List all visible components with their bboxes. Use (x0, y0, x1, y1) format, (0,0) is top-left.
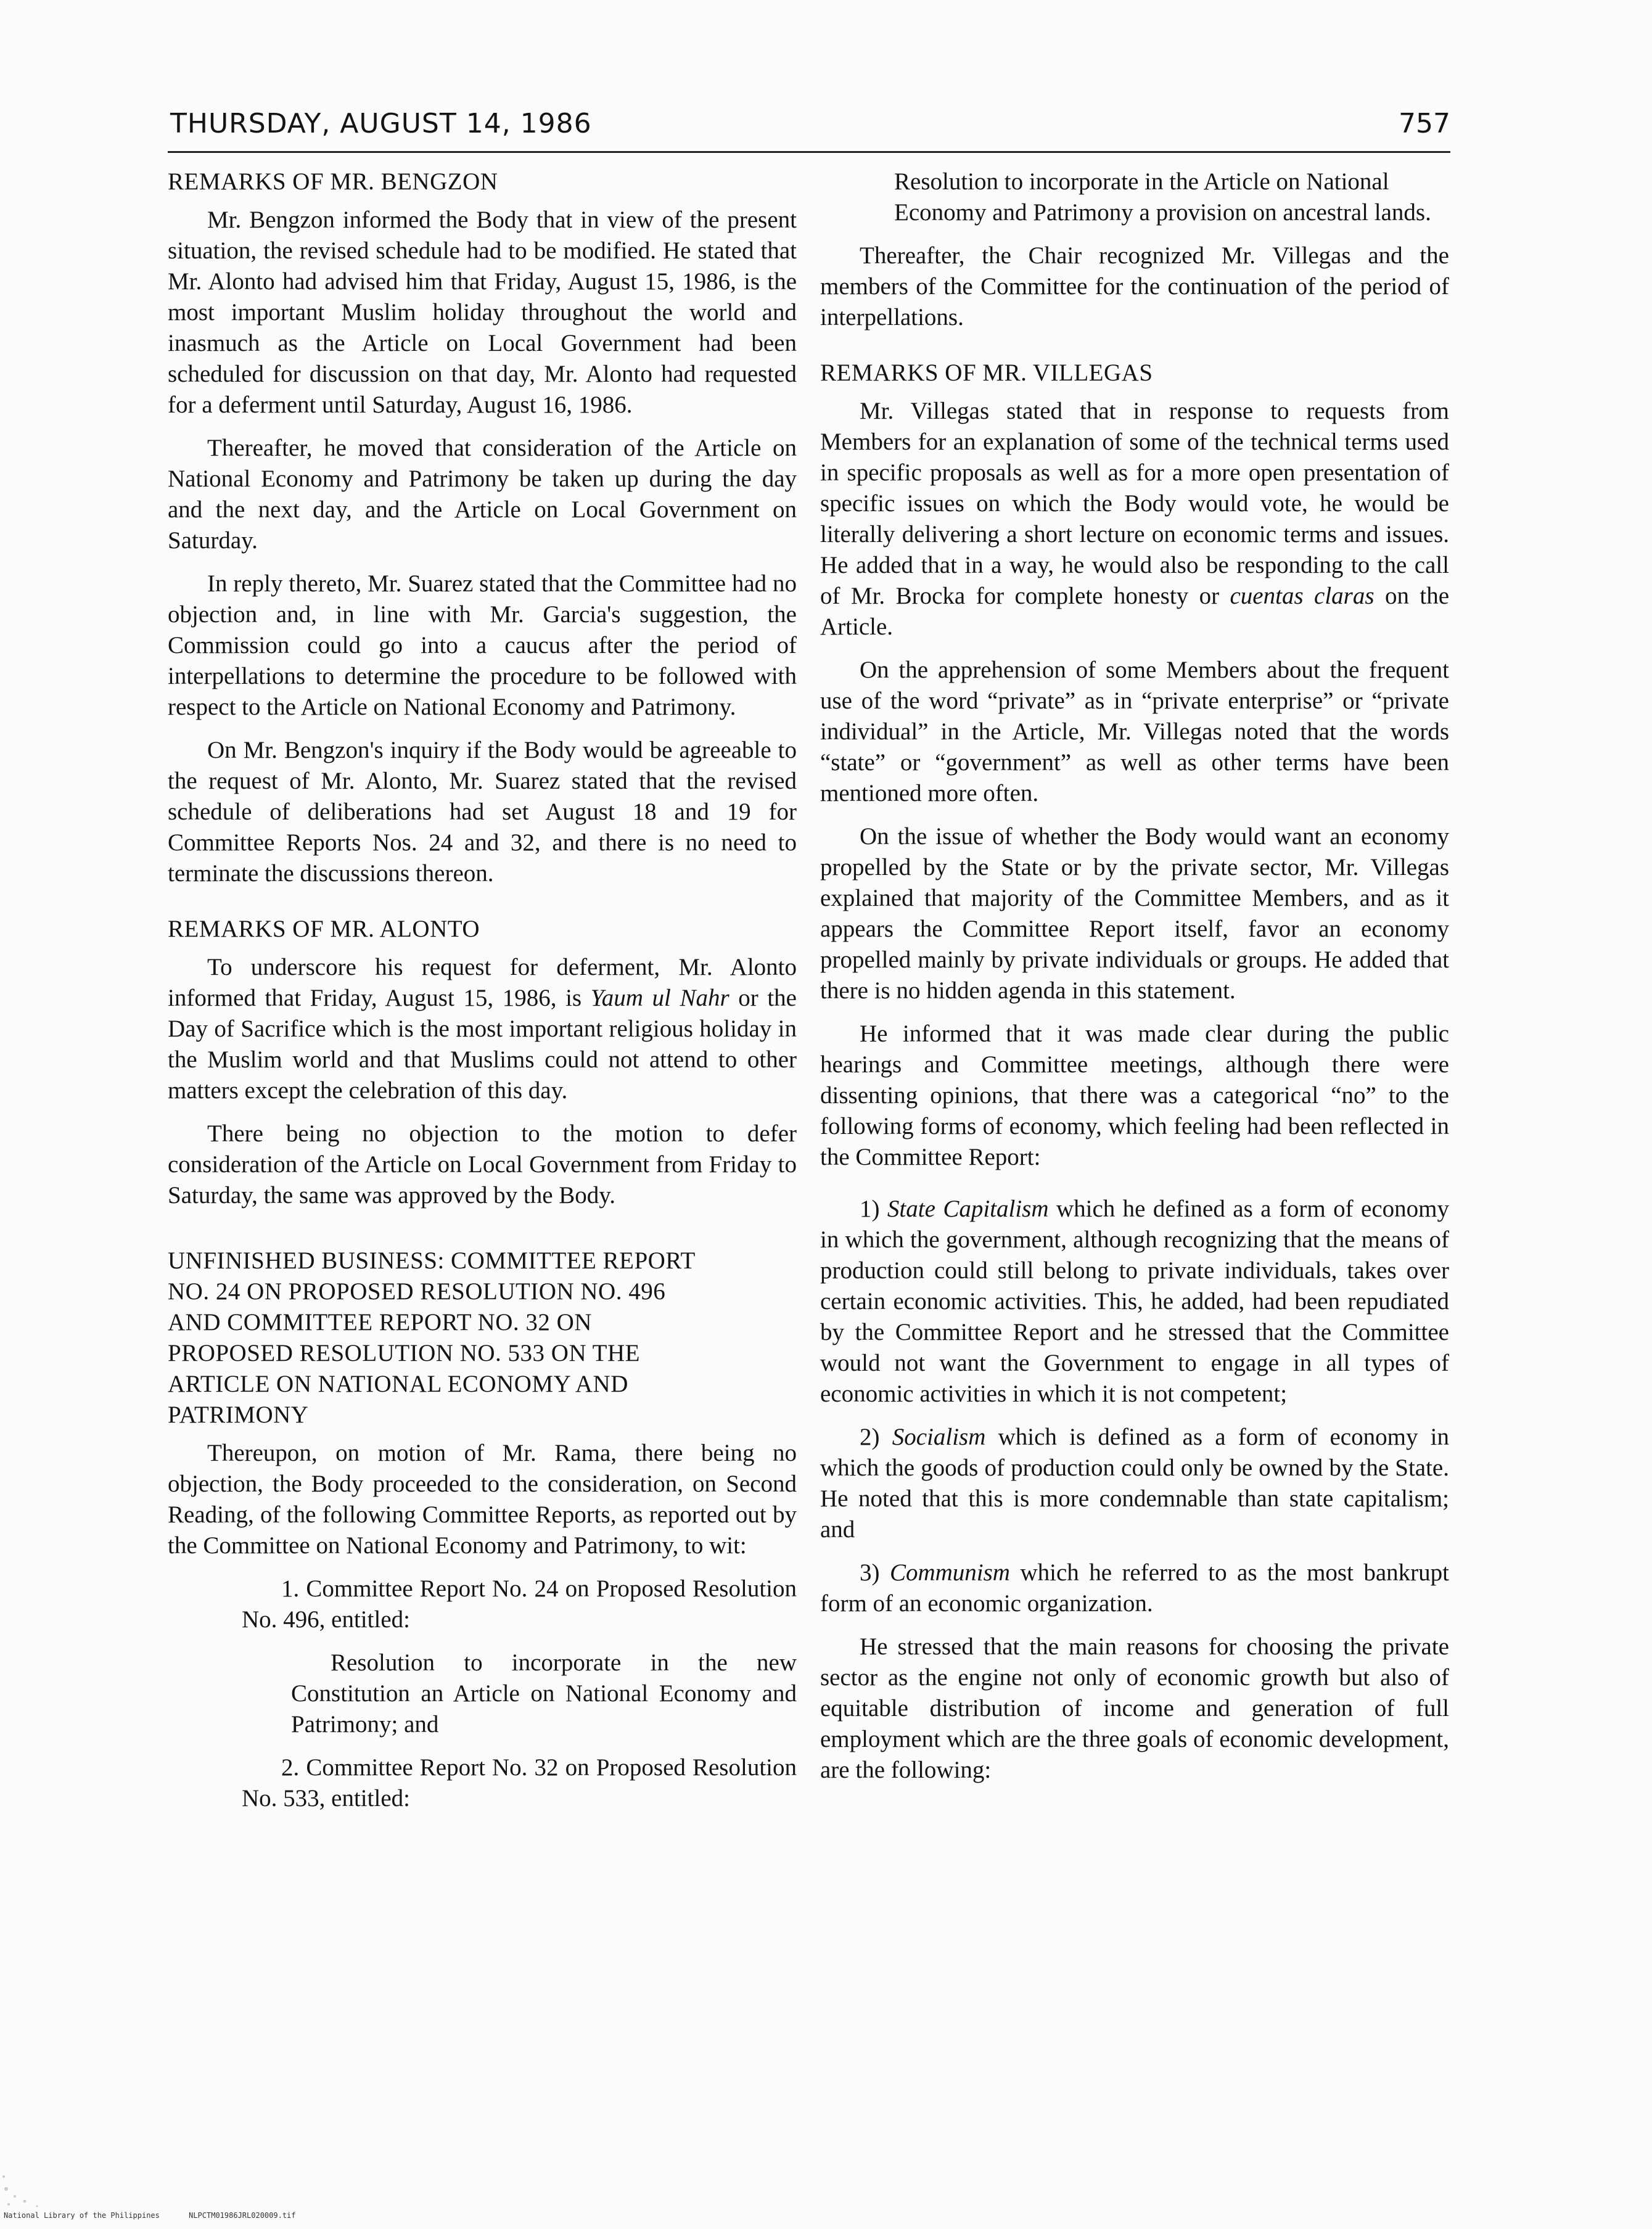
heading-line: PATRIMONY (168, 1402, 309, 1428)
item-number: 2) (860, 1424, 880, 1450)
section-heading-unfinished-business (168, 1246, 797, 1431)
footer-file: NLPCTM01986JRL020009.tif (189, 2211, 296, 2220)
italic-term: Yaum ul Nahr (590, 985, 729, 1011)
economy-form-item (820, 1558, 1449, 1619)
paragraph: Mr. Bengzon informed the Body that in view of the present situation, the revised schedule had to be modified. He stated that Mr. Alonto had advised him that Friday, August 15, 1986, is the most important Muslim holiday throughout the world and inasmuch as the Article on Local Government had been scheduled for discussion on that day, Mr. Alonto had requested for a deferment until Saturday, August 16, 1986. (168, 207, 797, 418)
paragraph: He stressed that the main reasons for choosing the private sector as the engine not only of economic growth but also of equitable distribution of income and generation of full employment which are the three goals of economic development, are the following: (820, 1633, 1449, 1783)
paragraph: Thereafter, he moved that consideration of the Article on National Economy and Patrimony be taken up during the day and the next day, and the Article on Local Government on Saturday. (168, 435, 797, 554)
text-run: Mr. Villegas stated that in response to requests from Members for an explanation of some of the technical terms used in specific proposals as well as for a more open presentation of specific issues on which the Body would vote, he would be literally delivering a short lecture on economic terms and issues. He added that in a way, he would also be responding to the call of Mr. Brocka for complete honesty or (820, 398, 1449, 609)
item-number: 3) (860, 1559, 880, 1586)
section-heading-bengzon: REMARKS OF MR. BENGZON (168, 168, 498, 195)
paragraph: On the apprehension of some Members about the frequent use of the word “private” as in “private enterprise” or “private individual” in the Article, Mr. Villegas noted that the words “state” or “government” as well as other terms have been mentioned more often. (820, 657, 1449, 807)
header-date: THURSDAY, AUGUST 14, 1986 (170, 108, 592, 139)
page-header (168, 108, 1450, 153)
paragraph: On the issue of whether the Body would want an economy propelled by the State or by the private sector, Mr. Villegas explained that majority of the Committee Members, and as it appears the Committee Report itself, favor an economy propelled mainly by private individuals or groups. He added that there is no hidden agenda in this statement. (820, 823, 1449, 1004)
footer-library: National Library of the Philippines (4, 2211, 160, 2220)
paragraph: There being no objection to the motion to defer consideration of the Article on Local Government from Friday to Saturday, the same was approved by the Body. (168, 1120, 797, 1209)
quoted-title: Resolution to incorporate in the new Constitution an Article on National Economy and Patrimony; and (291, 1649, 797, 1738)
heading-line: AND COMMITTEE REPORT NO. 32 ON (168, 1309, 592, 1336)
text-run: which he referred to as the most bankrupt form of an economic organization. (820, 1559, 1450, 1617)
text-run: or the Day of Sacrifice which is the most important religious holiday in the Muslim world and that Muslims could not attend to other matters except the celebration of this day. (168, 985, 797, 1104)
paragraph (168, 952, 797, 1106)
heading-line: UNFINISHED BUSINESS: COMMITTEE REPORT (168, 1247, 696, 1274)
economy-form-item (820, 1422, 1449, 1545)
item-number: 1) (860, 1196, 880, 1222)
italic-term: State Capitalism (887, 1196, 1049, 1222)
economy-form-item (820, 1194, 1449, 1410)
heading-line: PROPOSED RESOLUTION NO. 533 ON THE (168, 1340, 640, 1366)
paragraph: He informed that it was made clear during the public hearings and Committee meetings, although there were dissenting opinions, that there was a categorical “no” to the following forms of economy, which feeling had been reflected in the Committee Report: (820, 1020, 1449, 1170)
heading-line: ARTICLE ON NATIONAL ECONOMY AND (168, 1371, 628, 1397)
text-run: on the Article. (820, 583, 1450, 640)
list-item: 1. Committee Report No. 24 on Proposed Resolution No. 496, entitled: (242, 1575, 797, 1633)
left-column (168, 166, 797, 1826)
paragraph: Thereupon, on motion of Mr. Rama, there being no objection, the Body proceeded to the consideration, on Second Reading, of the following Committee Reports, as reported out by the Committee on National Economy and Patrimony, to wit: (168, 1440, 797, 1559)
heading-line: NO. 24 ON PROPOSED RESOLUTION NO. 496 (168, 1278, 666, 1305)
italic-term: Socialism (892, 1424, 986, 1450)
section-heading-alonto: REMARKS OF MR. ALONTO (168, 916, 480, 942)
text-run: which is defined as a form of economy in which the goods of production could only be owned by the State. He noted that this is more condemnable than state capitalism; and (820, 1424, 1449, 1543)
section-heading-villegas: REMARKS OF MR. VILLEGAS (820, 359, 1153, 386)
scan-footer (4, 2211, 321, 2220)
paragraph: On Mr. Bengzon's inquiry if the Body would be agreeable to the request of Mr. Alonto, Mr. Suarez stated that the revised schedule of deliberations had set August 18 and 19 for Committee Reports Nos. 24 and 32, and there is no need to terminate the discussions thereon. (168, 737, 797, 887)
page-number: 757 (1399, 108, 1450, 139)
scan-noise-decoration (0, 2152, 86, 2214)
quoted-title: Resolution to incorporate in the Article on National Economy and Patrimony a provision on ancestral lands. (894, 168, 1431, 226)
italic-term: cuentas claras (1230, 583, 1375, 609)
italic-term: Communism (889, 1559, 1010, 1586)
text-run: To underscore his request for deferment, Mr. Alonto informed that Friday, August 15, 1986, is (168, 954, 797, 1011)
right-column (820, 166, 1449, 1798)
paragraph: In reply thereto, Mr. Suarez stated that the Committee had no objection and, in line with Mr. Garcia's suggestion, the Commission could go into a caucus after the period of interpellations to determine the procedure to be followed with respect to the Article on National Economy and Patrimony. (168, 570, 797, 720)
paragraph: Thereafter, the Chair recognized Mr. Villegas and the members of the Committee for the continuation of the period of interpellations. (820, 242, 1449, 330)
list-item: 2. Committee Report No. 32 on Proposed Resolution No. 533, entitled: (242, 1754, 797, 1812)
paragraph (820, 396, 1449, 642)
text-run: which he defined as a form of economy in which the government, although recognizing that the means of production could still belong to private individuals, takes over certain economic activities. This, he added, had been repudiated by the Committee Report and he stressed that the Committee would not want the Government to engage in all types of economic activities in which it is not competent; (820, 1196, 1449, 1407)
